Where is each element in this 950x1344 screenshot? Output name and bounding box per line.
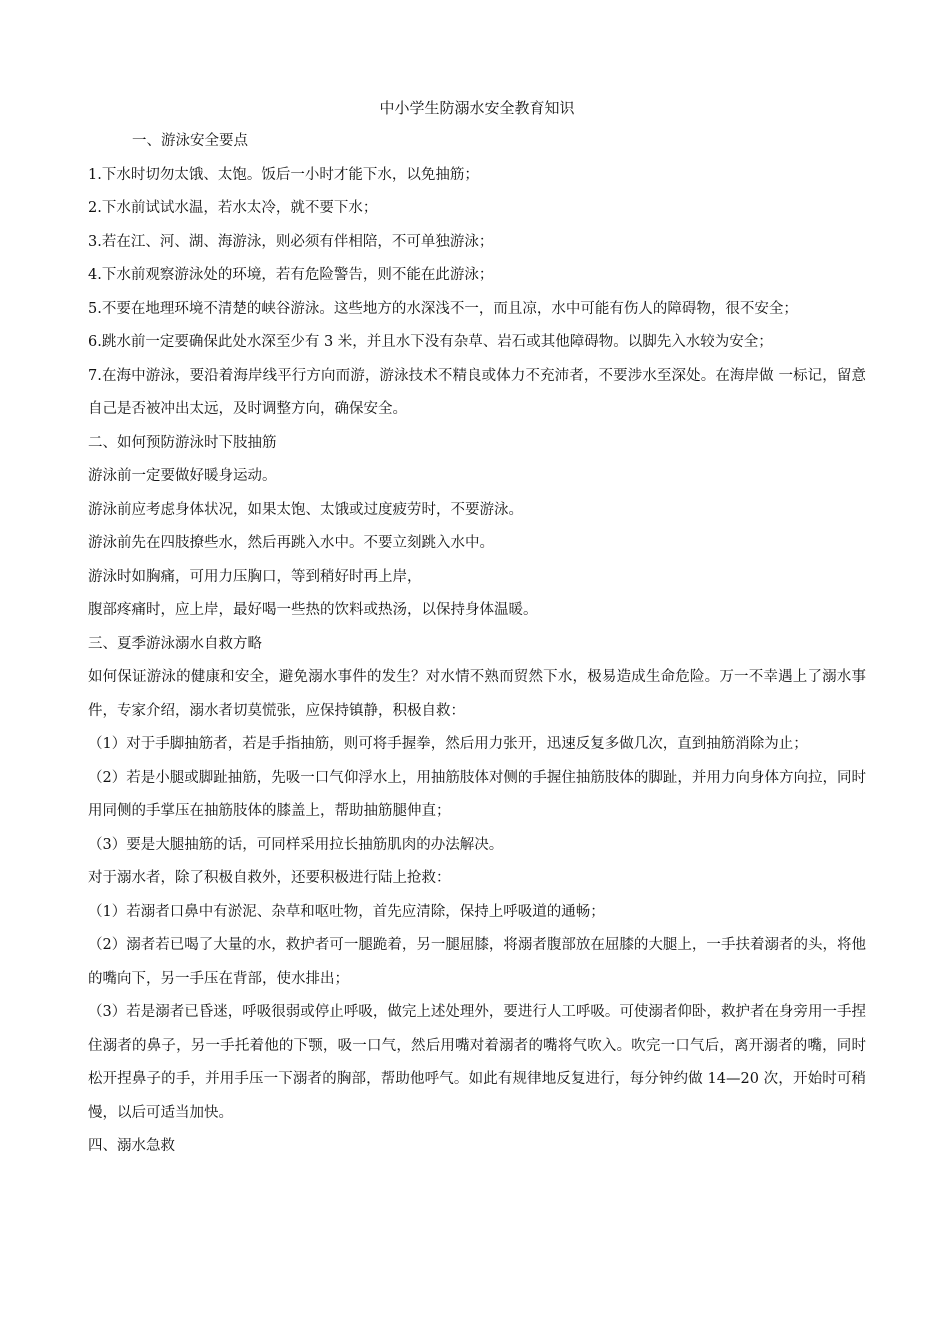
document-title: 中小学生防溺水安全教育知识 [379,99,575,117]
paragraph: 5.不要在地理环境不清楚的峡谷游泳。这些地方的水深浅不一，而且凉，水中可能有伤人的障碍物，很不安全； [88,300,798,317]
paragraph: （3）若是溺者已昏迷，呼吸很弱或停止呼吸，做完上述处理外，要进行人工呼吸。可使溺者仰卧，救护者在身旁用一手捏住溺者的鼻子，另一手托着他的下颚，吸一口气，然后用嘴对着溺者的嘴将气吹入。吹完一口气后，离开溺者的嘴，同时松开捏鼻子的手，并用手压一下溺者的胸部，帮助他呼气。如此有规律地反复进行，每分钟约做 14—20 次，开始时可稍慢，以后可适当加快。 [88,1004,866,1121]
section-heading: 一、游泳安全要点 [132,133,248,149]
paragraph: 1.下水时切勿太饿、太饱。饭后一小时才能下水，以免抽筋； [88,166,479,183]
paragraph: 3.若在江、河、湖、海游泳，则必须有伴相陪，不可单独游泳； [88,233,494,250]
paragraph: 游泳时如胸痛，可用力压胸口，等到稍好时再上岸， [88,568,422,585]
paragraph: （2）若是小腿或脚趾抽筋，先吸一口气仰浮水上，用抽筋肢体对侧的手握住抽筋肢体的脚趾，并用力向身体方向拉，同时用同侧的手掌压在抽筋肢体的膝盖上，帮助抽筋腿伸直； [88,769,866,819]
paragraph: 4.下水前观察游泳处的环境，若有危险警告，则不能在此游泳； [88,267,494,283]
paragraph: 游泳前应考虑身体状况，如果太饱、太饿或过度疲劳时，不要游泳。 [88,501,523,518]
section-heading: 三、夏季游泳溺水自救方略 [88,635,262,652]
paragraph: 6.跳水前一定要确保此处水深至少有 3 米，并且水下没有杂草、岩石或其他障碍物。以脚先入水较为安全； [88,334,773,350]
paragraph: 游泳前一定要做好暖身运动。 [88,468,277,484]
paragraph: 7.在海中游泳，要沿着海岸线平行方向而游，游泳技术不精良或体力不充沛者，不要涉水至深处。在海岸做 一标记，留意自己是否被冲出太远，及时调整方向，确保安全。 [88,367,866,417]
paragraph: （3）要是大腿抽筋的话，可同样采用拉长抽筋肌肉的办法解决。 [88,836,504,853]
document-body [88,92,866,1164]
paragraph: 2.下水前试试水温，若水太冷，就不要下水； [88,200,378,216]
paragraph: 腹部疼痛时，应上岸，最好喝一些热的饮料或热汤，以保持身体温暖。 [88,602,538,618]
paragraph: 如何保证游泳的健康和安全，避免溺水事件的发生？对水情不熟而贸然下水，极易造成生命危险。万一不幸遇上了溺水事件，专家介绍，溺水者切莫慌张，应保持镇静，积极自救： [88,669,866,719]
section-heading: 四、溺水急救 [88,1138,175,1154]
paragraph: （1）对于手脚抽筋者，若是手指抽筋，则可将手握拳，然后用力张开，迅速反复多做几次，直到抽筋消除为止； [88,736,808,752]
paragraph: （2）溺者若已喝了大量的水，救护者可一腿跪着，另一腿屈膝，将溺者腹部放在屈膝的大腿上，一手扶着溺者的头，将他的嘴向下，另一手压在背部，使水排出； [88,937,866,987]
paragraph: 对于溺水者，除了积极自救外，还要积极进行陆上抢救： [88,870,451,886]
section-heading: 二、如何预防游泳时下肢抽筋 [88,434,277,451]
paragraph: 游泳前先在四肢撩些水，然后再跳入水中。不要立刻跳入水中。 [88,535,494,551]
paragraph: （1）若溺者口鼻中有淤泥、杂草和呕吐物，首先应清除，保持上呼吸道的通畅； [88,903,605,920]
